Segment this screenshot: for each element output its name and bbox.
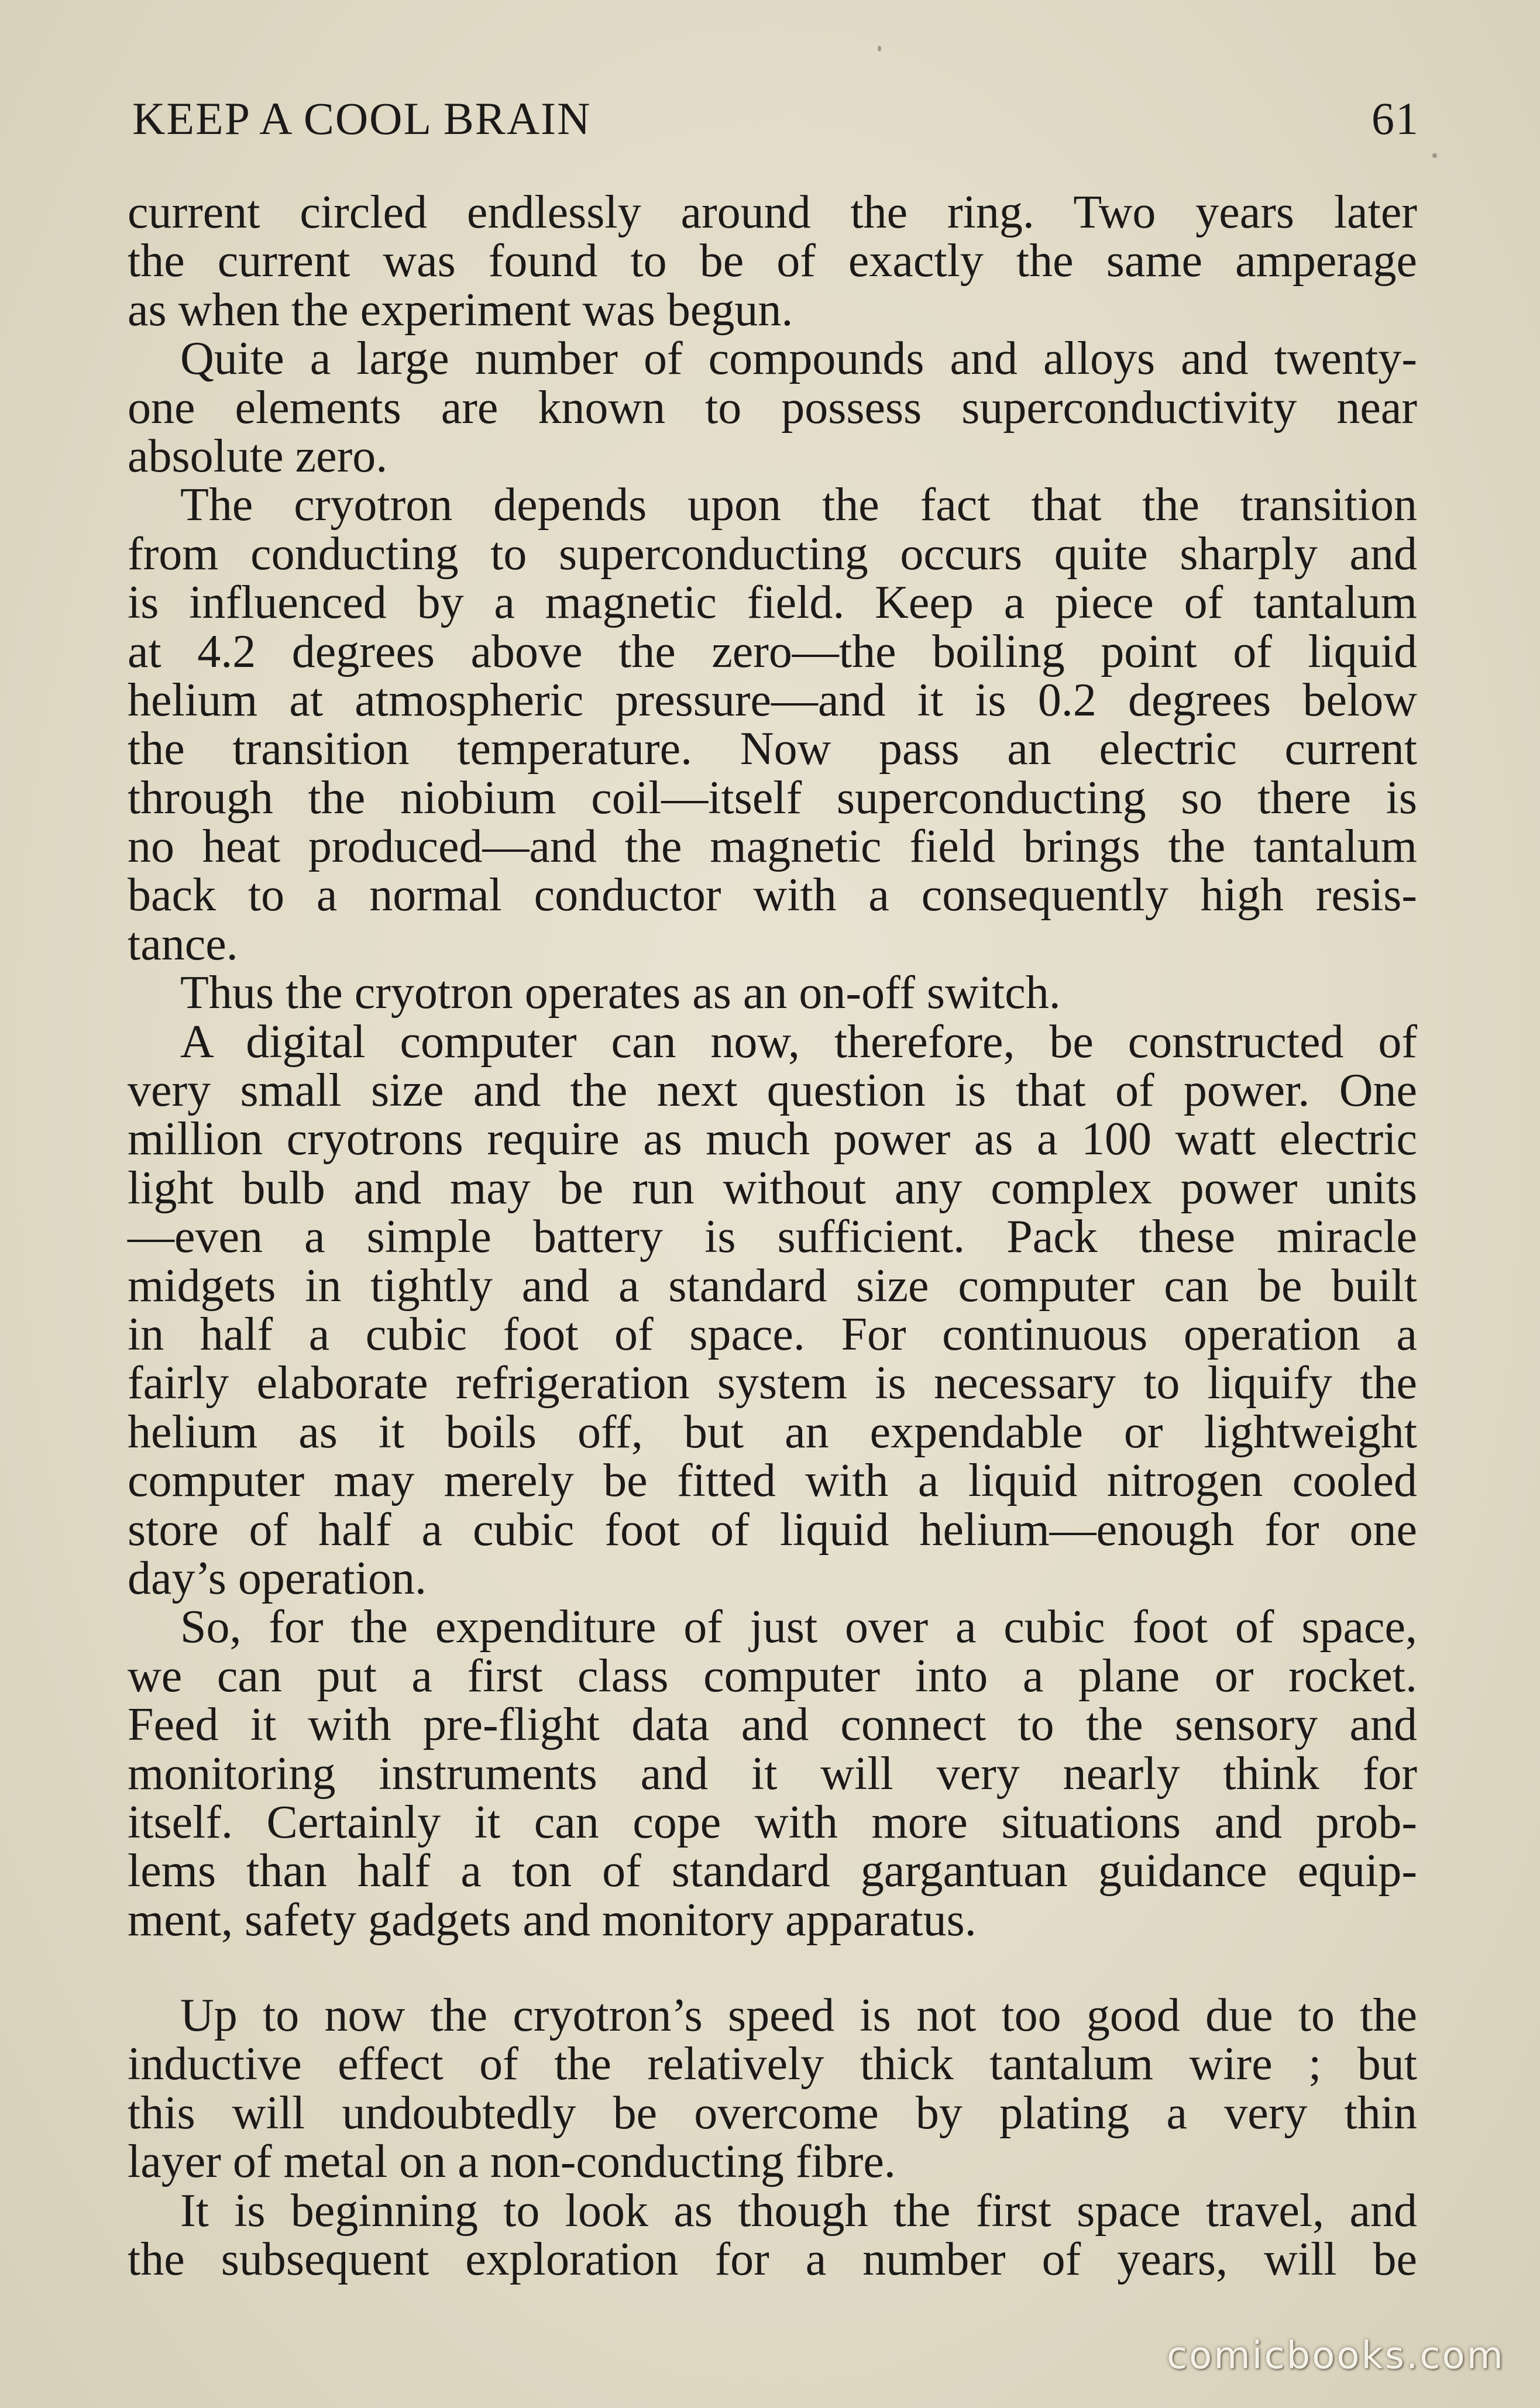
text-line: the subsequent exploration for a number of years, will be	[128, 2234, 1417, 2286]
watermark: comicbooks.com	[1166, 2334, 1505, 2378]
paper-speck	[1432, 153, 1437, 158]
text-line: A digital computer can now, therefore, be constructed of	[180, 1016, 1417, 1068]
section-break	[128, 1945, 1417, 1991]
text-line: inductive effect of the relatively thick tantalum wire ; but	[128, 2038, 1417, 2090]
text-line: tance.	[128, 918, 238, 970]
text-line: helium as it boils off, but an expendable or lightweight	[128, 1406, 1417, 1458]
text-line: no heat produced—and the magnetic field brings the tantalum	[128, 821, 1417, 873]
text-line: one elements are known to possess superconductivity near	[128, 381, 1417, 434]
text-line: the transition temperature. Now pass an electric current	[128, 723, 1417, 775]
text-line: we can put a first class computer into a plane or rocket.	[128, 1650, 1417, 1702]
text-line: Up to now the cryotron’s speed is not too good due to the	[180, 1990, 1417, 2042]
text-line: Thus the cryotron operates as an on-off switch.	[180, 967, 1061, 1019]
text-line: store of half a cubic foot of liquid helium—enough for one	[128, 1504, 1417, 1556]
text-line: fairly elaborate refrigeration system is necessary to liquify the	[128, 1357, 1417, 1409]
text-line: million cryotrons require as much power as a 100 watt electric	[128, 1113, 1417, 1165]
text-line: is influenced by a magnetic field. Keep a piece of tantalum	[128, 577, 1417, 629]
text-line: current circled endlessly around the ring. Two years later	[128, 187, 1417, 238]
text-line: very small size and the next question is that of power. One	[128, 1065, 1417, 1117]
text-line: layer of metal on a non-conducting fibre.	[128, 2136, 896, 2188]
text-line: back to a normal conductor with a consequently high resis-	[128, 869, 1417, 921]
text-line: as when the experiment was begun.	[128, 284, 793, 336]
text-line: ment, safety gadgets and monitory apparatus.	[128, 1894, 977, 1946]
paper-speck	[878, 46, 881, 51]
text-line: helium at atmospheric pressure—and it is 0.2 degrees below	[128, 674, 1417, 726]
page-header	[132, 87, 1419, 151]
text-line: this will undoubtedly be overcome by plating a very thin	[128, 2087, 1417, 2139]
text-line: computer may merely be fitted with a liquid nitrogen cooled	[128, 1455, 1417, 1507]
text-line: from conducting to superconducting occurs quite sharply and	[128, 528, 1417, 580]
text-line: Quite a large number of compounds and alloys and twenty-	[180, 333, 1417, 385]
text-line: through the niobium coil—itself superconducting so there is	[128, 772, 1417, 824]
text-line: lems than half a ton of standard gargantuan guidance equip-	[128, 1845, 1417, 1897]
running-head: KEEP A COOL BRAIN	[132, 93, 592, 144]
text-line: monitoring instruments and it will very nearly think for	[128, 1747, 1417, 1800]
page-number: 61	[1371, 93, 1419, 144]
text-line: absolute zero.	[128, 430, 388, 482]
text-line: The cryotron depends upon the fact that the transition	[180, 479, 1417, 531]
text-line: midgets in tightly and a standard size computer can be built	[128, 1260, 1417, 1312]
text-line: Feed it with pre-flight data and connect to the sensory and	[128, 1699, 1417, 1751]
text-line: at 4.2 degrees above the zero—the boiling point of liquid	[128, 625, 1417, 677]
text-line: So, for the expenditure of just over a cubic foot of space,	[180, 1601, 1417, 1653]
text-line: It is beginning to look as though the first space travel, and	[180, 2185, 1417, 2237]
body-text	[128, 188, 1417, 2284]
text-line: —even a simple battery is sufficient. Pack these miracle	[128, 1211, 1417, 1263]
text-line: the current was found to be of exactly the same amperage	[128, 235, 1417, 287]
text-line: itself. Certainly it can cope with more situations and prob-	[128, 1796, 1417, 1848]
text-line: in half a cubic foot of space. For continuous operation a	[128, 1308, 1417, 1360]
text-line: light bulb and may be run without any complex power units	[128, 1162, 1417, 1214]
text-line: day’s operation.	[128, 1552, 427, 1604]
